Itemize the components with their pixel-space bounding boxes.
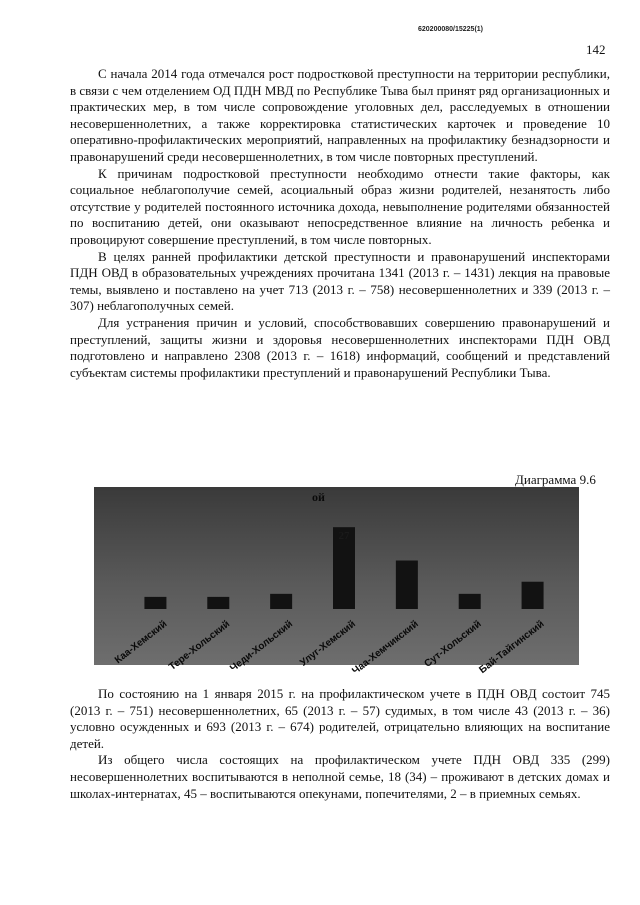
category-label: Бай-Тайгинский bbox=[477, 618, 547, 677]
paragraph: К причинам подростковой преступности необходимо отнести такие факторы, как социальное неблагополучие семей, асоциальный образ жизни родителей, незанятость либо отсутствие у родителей постоянного источника дохода, невыполнение родителями обязанностей по воспитанию детей, они оказывают непосредственное влияние на личность ребенка и провоцируют совершение преступлений, в том числе повторных. bbox=[70, 165, 610, 247]
text-block-lower bbox=[70, 686, 610, 802]
category-label: Сут-Хольский bbox=[422, 618, 484, 670]
page-number: 142 bbox=[586, 42, 606, 57]
data-label: 27 bbox=[338, 530, 350, 543]
bar bbox=[270, 594, 292, 609]
paragraph: Для устранения причин и условий, способствовавших совершению правонарушений и преступлений, защиты жизни и здоровья несовершеннолетних инспекторами ПДН ОВД подготовлено и направлено 2308 (2013 г. – 1618) информаций, сообщений и представлений субъектам системы профилактики преступлений и правонарушений Республики Тыва. bbox=[70, 314, 610, 380]
category-label: Чеди-Хольский bbox=[228, 618, 295, 675]
bar bbox=[144, 597, 166, 609]
document-id: 620200080/15225(1) bbox=[418, 26, 484, 33]
bar bbox=[459, 594, 481, 609]
category-label: Чаа-Хемчикский bbox=[350, 618, 421, 677]
bar bbox=[396, 561, 418, 609]
category-label: Улуг-Хемский bbox=[298, 618, 358, 669]
category-label: Каа-Хемский bbox=[112, 618, 170, 667]
category-label: Тере-Хольский bbox=[167, 618, 233, 673]
bar bbox=[522, 582, 544, 609]
paragraph: В целях ранней профилактики детской преступности и правонарушений инспекторами ПДН ОВД в образовательных учреждениях прочитана 1341 (2013 г. – 1431) лекция на правовые темы, выявлено и поставлено на учет 713 (2013 г. – 758) несовершеннолетних и 339 (2013 г. – 307) неблагополучных семей. bbox=[70, 248, 610, 314]
text-block-upper bbox=[70, 66, 610, 381]
chart-title-fragment: ой bbox=[312, 490, 325, 504]
bar-chart bbox=[94, 487, 579, 677]
paragraph: Из общего числа состоящих на профилактическом учете ПДН ОВД 335 (299) несовершеннолетних воспитываются в неполной семье, 18 (34) – проживают в детских домах и школах-интернатах, 45 – воспитываются опекунами, попечителями, 2 – в приемных семьях. bbox=[70, 752, 610, 801]
paragraph: По состоянию на 1 января 2015 г. на профилактическом учете в ПДН ОВД состоит 745 (2013 г. – 751) несовершеннолетних, 65 (2013 г. – 57) судимых, в том числе 43 (2013 г. – 36) условно осужденных и 693 (2013 г. – 674) родителей, отрицательно влияющих на воспитание детей. bbox=[70, 686, 610, 751]
figure-caption: Диаграмма 9.6 bbox=[515, 472, 596, 487]
paragraph: С начала 2014 года отмечался рост подростковой преступности на территории республики, в связи с чем отделением ОД ПДН МВД по Республике Тыва был принят ряд организационных и практических мер, в том числе сопровождение уголовных дел, расследуемых в отношении несовершеннолетних, а также корректировка статистических карточек и проведение 10 оперативно-профилактических мероприятий, направленных на профилактику безнадзорности и правонарушений среди несовершеннолетних, в том числе повторных преступлений. bbox=[70, 66, 610, 164]
bar bbox=[207, 597, 229, 609]
